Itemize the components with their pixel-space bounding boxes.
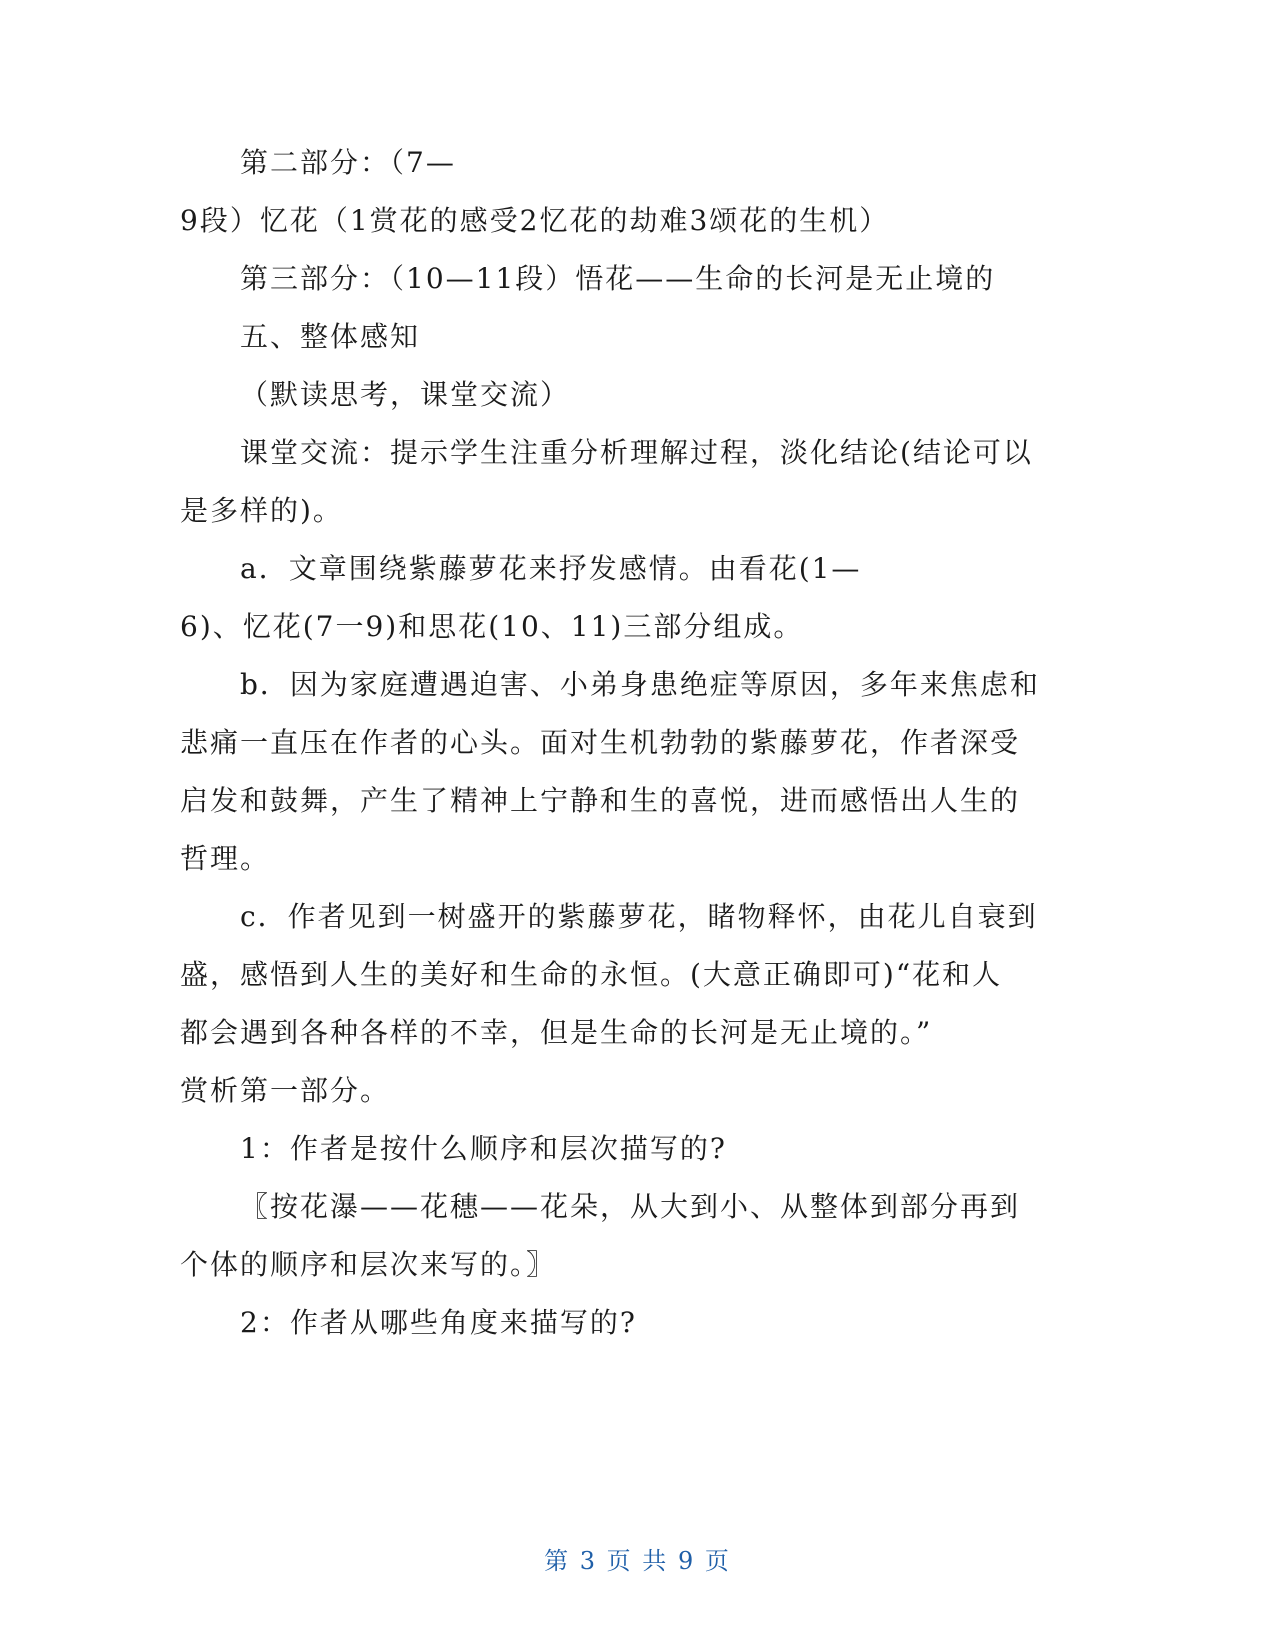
text-line: a．文章围绕紫藤萝花来抒发感情。由看花(1— bbox=[240, 552, 862, 585]
text-line: 1：作者是按什么顺序和层次描写的? bbox=[240, 1132, 727, 1165]
text-line: 赏析第一部分。 bbox=[180, 1074, 391, 1107]
text-line: 启发和鼓舞，产生了精神上宁静和生的喜悦，进而感悟出人生的 bbox=[180, 784, 1021, 817]
text-line: c．作者见到一树盛开的紫藤萝花，睹物释怀，由花儿自衰到 bbox=[240, 900, 1038, 933]
text-line: 是多样的)。 bbox=[180, 494, 343, 527]
text-line: 第二部分：（7— bbox=[240, 146, 456, 179]
text-line: 9段）忆花（1赏花的感受2忆花的劫难3颂花的生机） bbox=[180, 204, 890, 237]
text-line: 2：作者从哪些角度来描写的? bbox=[240, 1306, 637, 1339]
text-line: 都会遇到各种各样的不幸，但是生命的长河是无止境的。” bbox=[180, 1016, 933, 1049]
text-line: 五、整体感知 bbox=[240, 320, 421, 353]
text-line: 课堂交流：提示学生注重分析理解过程，淡化结论(结论可以 bbox=[240, 436, 1033, 469]
text-line: 哲理。 bbox=[180, 842, 271, 875]
text-line: 悲痛一直压在作者的心头。面对生机勃勃的紫藤萝花，作者深受 bbox=[180, 726, 1021, 759]
text-line: 第三部分：（10—11段）悟花——生命的长河是无止境的 bbox=[240, 262, 996, 295]
text-line: 6)、忆花(7一9)和思花(10、11)三部分组成。 bbox=[180, 610, 804, 643]
text-line: b．因为家庭遭遇迫害、小弟身患绝症等原因，多年来焦虑和 bbox=[240, 668, 1040, 701]
text-line: 个体的顺序和层次来写的。〗 bbox=[180, 1248, 557, 1281]
page-number-footer: 第 3 页 共 9 页 bbox=[544, 1547, 731, 1575]
text-line: （默读思考，课堂交流） bbox=[240, 378, 571, 411]
text-line: 〖按花瀑——花穗——花朵，从大到小、从整体到部分再到 bbox=[240, 1190, 1021, 1223]
text-line: 盛，感悟到人生的美好和生命的永恒。(大意正确即可)“花和人 bbox=[180, 958, 1003, 991]
